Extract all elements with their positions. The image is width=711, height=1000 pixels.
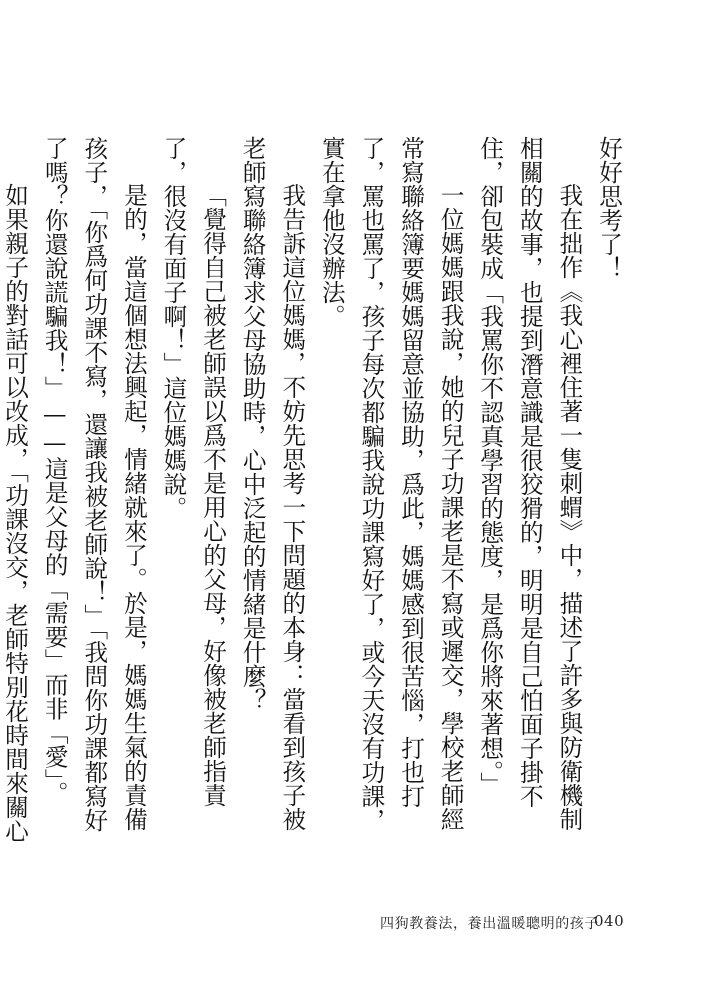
page-number: 040	[594, 912, 625, 930]
paragraph-6: 是的，當這個想法興起，情緒就來了。於是，媽媽生氣的責備孩子，「你爲何功課不寫，還讓我被老師說！」「我問你功課都寫好了嗎？你還說謊騙我！」——這是父母的「需要」而非「愛」。	[40, 136, 148, 833]
paragraph-3: 一位媽媽跟我說，她的兒子功課老是不寫或遲交，學校老師經常寫聯絡簿要媽媽留意並協助，爲此，媽媽感到很苦惱，打也打了，罵也罵了，孩子每次都騙我說功課寫好了，或今天沒有功課，實在拿他沒辦法。	[317, 136, 465, 832]
paragraph-7: 如果親子的對話可以改成，「功課沒交，老師特別花時間來關心	[1, 183, 30, 844]
paragraph-1: 好好思考了！	[595, 136, 623, 280]
running-footer-title: 四狗教養法，養出溫暖聰明的孩子	[380, 916, 599, 932]
paragraph-5: 「覺得自己被老師誤以爲不是用心的父母，好像被老師指責了，很沒有面子啊！」這位媽媽說。	[159, 136, 228, 808]
paragraph-4: 我告訴這位媽媽，不妨先思考一下問題的本身：當看到孩子被老師寫聯絡簿求父母協助時，心中泛起的情緒是什麼？	[238, 136, 307, 832]
paragraph-2: 我在拙作《我心裡住著一隻刺蝟》中，描述了許多與防衛機制相關的故事，也提到潛意識是很狡猾的，明明是自己怕面子掛不住，卻包裝成「我罵你不認真學習的態度，是爲你將來著想。」	[476, 136, 584, 832]
body-text-column	[1, 136, 628, 850]
